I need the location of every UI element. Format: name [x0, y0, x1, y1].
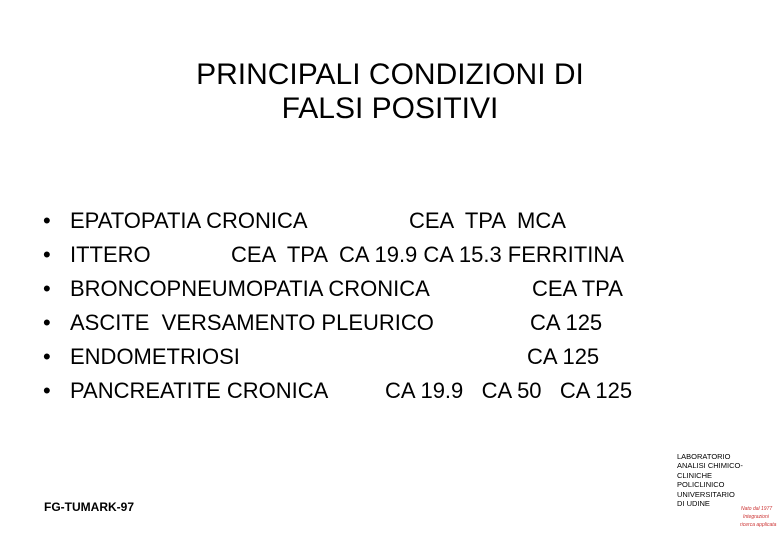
bullet-icon: •	[43, 378, 51, 403]
lab-line: LABORATORIO	[677, 452, 731, 461]
bullet-icon: •	[43, 310, 51, 335]
condition-name: PANCREATITE CRONICA	[70, 378, 329, 403]
lab-name-block	[677, 452, 777, 508]
condition-name: ENDOMETRIOSI	[70, 344, 240, 369]
svg-text:ricerca applicata: ricerca applicata	[740, 522, 777, 528]
marker-list: CEA TPA	[532, 276, 623, 301]
lab-line: DI UDINE	[677, 499, 710, 509]
svg-text:Nato dal 1977: Nato dal 1977	[741, 506, 773, 512]
bullet-icon: •	[43, 242, 51, 267]
title-line-2: FALSI POSITIVI	[281, 92, 499, 125]
marker-list: CA 19.9 CA 50 CA 125	[385, 378, 633, 403]
marker-list: CA 125	[530, 310, 603, 335]
lab-line: UNIVERSITARIO	[677, 489, 735, 499]
list-item	[0, 305, 780, 341]
condition-name: BRONCOPNEUMOPATIA CRONICA	[70, 276, 430, 301]
list-item	[0, 237, 780, 273]
list-item	[0, 271, 780, 307]
document-code: FG-TUMARK-97	[44, 500, 134, 514]
list-item	[0, 339, 780, 375]
list-item	[0, 373, 780, 409]
bullet-icon: •	[43, 276, 51, 301]
lab-line: CLINICHE	[677, 470, 713, 480]
marker-list: CA 125	[527, 344, 600, 369]
list-item	[0, 203, 780, 239]
marker-list: CEA TPA MCA	[409, 208, 566, 233]
lab-seal-logo	[740, 502, 778, 532]
condition-name: ITTERO	[70, 242, 151, 267]
lab-line: ANALISI CHIMICO-	[677, 461, 743, 471]
svg-text:Integrazioni: Integrazioni	[743, 514, 769, 520]
condition-name: ASCITE VERSAMENTO PLEURICO	[70, 310, 434, 335]
marker-list: CEA TPA CA 19.9 CA 15.3 FERRITINA	[231, 242, 624, 267]
condition-name: EPATOPATIA CRONICA	[70, 208, 308, 233]
title-line-1: PRINCIPALI CONDIZIONI DI	[196, 58, 584, 91]
lab-line: POLICLINICO	[677, 480, 725, 490]
bullet-icon: •	[43, 208, 51, 233]
bullet-icon: •	[43, 344, 51, 369]
